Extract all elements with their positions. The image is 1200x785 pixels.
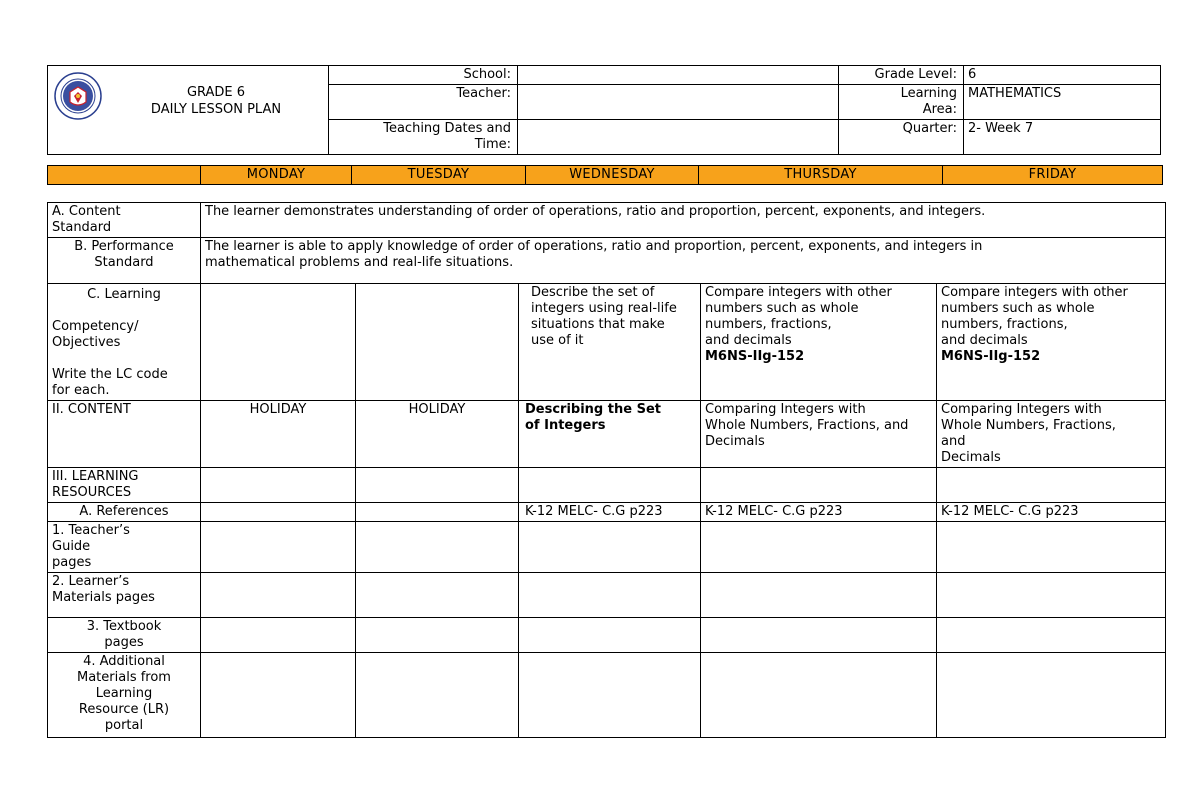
days-bar-spacer: [48, 166, 201, 185]
resources-thursday[interactable]: [701, 468, 937, 503]
learners-materials-monday[interactable]: [201, 573, 356, 618]
textbook-tuesday[interactable]: [356, 618, 519, 653]
additional-materials-tuesday[interactable]: [356, 653, 519, 738]
teacher-field[interactable]: [518, 85, 839, 120]
day-monday: MONDAY: [201, 166, 352, 185]
title-dlp: DAILY LESSON PLAN: [150, 102, 282, 117]
learners-materials-label: 2. Learner’s Materials pages: [48, 573, 201, 618]
competency-thursday[interactable]: [701, 284, 937, 401]
competency-note: Write the LC code for each.: [52, 367, 168, 398]
additional-materials-wednesday[interactable]: [519, 653, 701, 738]
competency-friday-text: Compare integers with other numbers such as whole numbers, fractions, and decimals: [941, 285, 1128, 348]
plan-title: [106, 84, 326, 118]
competency-row: [48, 284, 1166, 401]
learners-materials-tuesday[interactable]: [356, 573, 519, 618]
references-monday[interactable]: [201, 503, 356, 522]
lesson-plan-table: [47, 202, 1166, 738]
resources-wednesday[interactable]: [519, 468, 701, 503]
additional-materials-thursday[interactable]: [701, 653, 937, 738]
references-tuesday[interactable]: [356, 503, 519, 522]
competency-monday[interactable]: [201, 284, 356, 401]
deped-seal-icon: [54, 72, 102, 120]
learners-materials-friday[interactable]: [937, 573, 1166, 618]
day-wednesday: WEDNESDAY: [526, 166, 699, 185]
teachers-guide-thursday[interactable]: [701, 522, 937, 573]
teaching-dates-label: Teaching Dates and Time:: [329, 120, 518, 155]
header-table: [47, 65, 1161, 155]
teachers-guide-friday[interactable]: [937, 522, 1166, 573]
performance-standard-text: The learner is able to apply knowledge of order of operations, ratio and proportion, percent, exponents, and integers in mathematical problems and real-life situations.: [201, 238, 1166, 284]
content-friday[interactable]: Comparing Integers with Whole Numbers, Fractions, and Decimals: [937, 401, 1166, 468]
learning-area-label: Learning Area:: [839, 85, 964, 120]
content-monday[interactable]: HOLIDAY: [201, 401, 356, 468]
textbook-monday[interactable]: [201, 618, 356, 653]
references-thursday[interactable]: K-12 MELC- C.G p223: [701, 503, 937, 522]
teachers-guide-monday[interactable]: [201, 522, 356, 573]
textbook-label: 3. Textbook pages: [48, 618, 201, 653]
day-friday: FRIDAY: [943, 166, 1163, 185]
competency-thursday-text: Compare integers with other numbers such as whole numbers, fractions, and decimals: [705, 285, 892, 348]
content-standard-row: [48, 203, 1166, 238]
teachers-guide-wednesday[interactable]: [519, 522, 701, 573]
teachers-guide-row: [48, 522, 1166, 573]
competency-subtitle: Competency/ Objectives: [52, 319, 139, 350]
additional-materials-monday[interactable]: [201, 653, 356, 738]
competency-wednesday[interactable]: Describe the set of integers using real-life situations that make use of it: [519, 284, 701, 401]
teachers-guide-label: 1. Teacher’s Guide pages: [48, 522, 201, 573]
teaching-dates-field[interactable]: [518, 120, 839, 155]
competency-title: C. Learning: [87, 287, 161, 302]
competency-thursday-code: M6NS-IIg-152: [705, 349, 805, 364]
day-thursday: THURSDAY: [699, 166, 943, 185]
teacher-label: Teacher:: [329, 85, 518, 120]
days-bar: [47, 165, 1163, 185]
textbook-wednesday[interactable]: [519, 618, 701, 653]
additional-materials-label: 4. Additional Materials from Learning Resource (LR) portal: [48, 653, 201, 738]
day-tuesday: TUESDAY: [352, 166, 526, 185]
textbook-thursday[interactable]: [701, 618, 937, 653]
content-label: II. CONTENT: [48, 401, 201, 468]
textbook-friday[interactable]: [937, 618, 1166, 653]
additional-materials-row: [48, 653, 1166, 738]
competency-tuesday[interactable]: [356, 284, 519, 401]
content-row: [48, 401, 1166, 468]
content-wednesday[interactable]: Describing the Set of Integers: [519, 401, 701, 468]
textbook-row: [48, 618, 1166, 653]
grade-level-label: Grade Level:: [839, 66, 964, 85]
learners-materials-thursday[interactable]: [701, 573, 937, 618]
resources-tuesday[interactable]: [356, 468, 519, 503]
content-standard-label: A. Content Standard: [48, 203, 201, 238]
school-label: School:: [329, 66, 518, 85]
learning-area-field[interactable]: MATHEMATICS: [964, 85, 1161, 120]
additional-materials-friday[interactable]: [937, 653, 1166, 738]
references-friday[interactable]: K-12 MELC- C.G p223: [937, 503, 1166, 522]
performance-standard-label: B. Performance Standard: [48, 238, 201, 284]
grade-level-field[interactable]: 6: [964, 66, 1161, 85]
teachers-guide-tuesday[interactable]: [356, 522, 519, 573]
logo-title-cell: [48, 66, 329, 155]
competency-friday-code: M6NS-IIg-152: [941, 349, 1041, 364]
performance-standard-row: [48, 238, 1166, 284]
resources-friday[interactable]: [937, 468, 1166, 503]
school-field[interactable]: [518, 66, 839, 85]
references-wednesday[interactable]: K-12 MELC- C.G p223: [519, 503, 701, 522]
learners-materials-row: [48, 573, 1166, 618]
quarter-label: Quarter:: [839, 120, 964, 155]
quarter-field[interactable]: 2- Week 7: [964, 120, 1161, 155]
references-row: [48, 503, 1166, 522]
content-tuesday[interactable]: HOLIDAY: [356, 401, 519, 468]
resources-label: III. LEARNING RESOURCES: [48, 468, 201, 503]
content-thursday[interactable]: Comparing Integers with Whole Numbers, Fractions, and Decimals: [701, 401, 937, 468]
references-label: A. References: [48, 503, 201, 522]
learners-materials-wednesday[interactable]: [519, 573, 701, 618]
competency-friday[interactable]: [937, 284, 1166, 401]
title-grade: GRADE 6: [186, 85, 246, 100]
competency-label: [48, 284, 201, 401]
content-standard-text: The learner demonstrates understanding of order of operations, ratio and proportion, percent, exponents, and integers.: [201, 203, 1166, 238]
resources-monday[interactable]: [201, 468, 356, 503]
resources-row: [48, 468, 1166, 503]
